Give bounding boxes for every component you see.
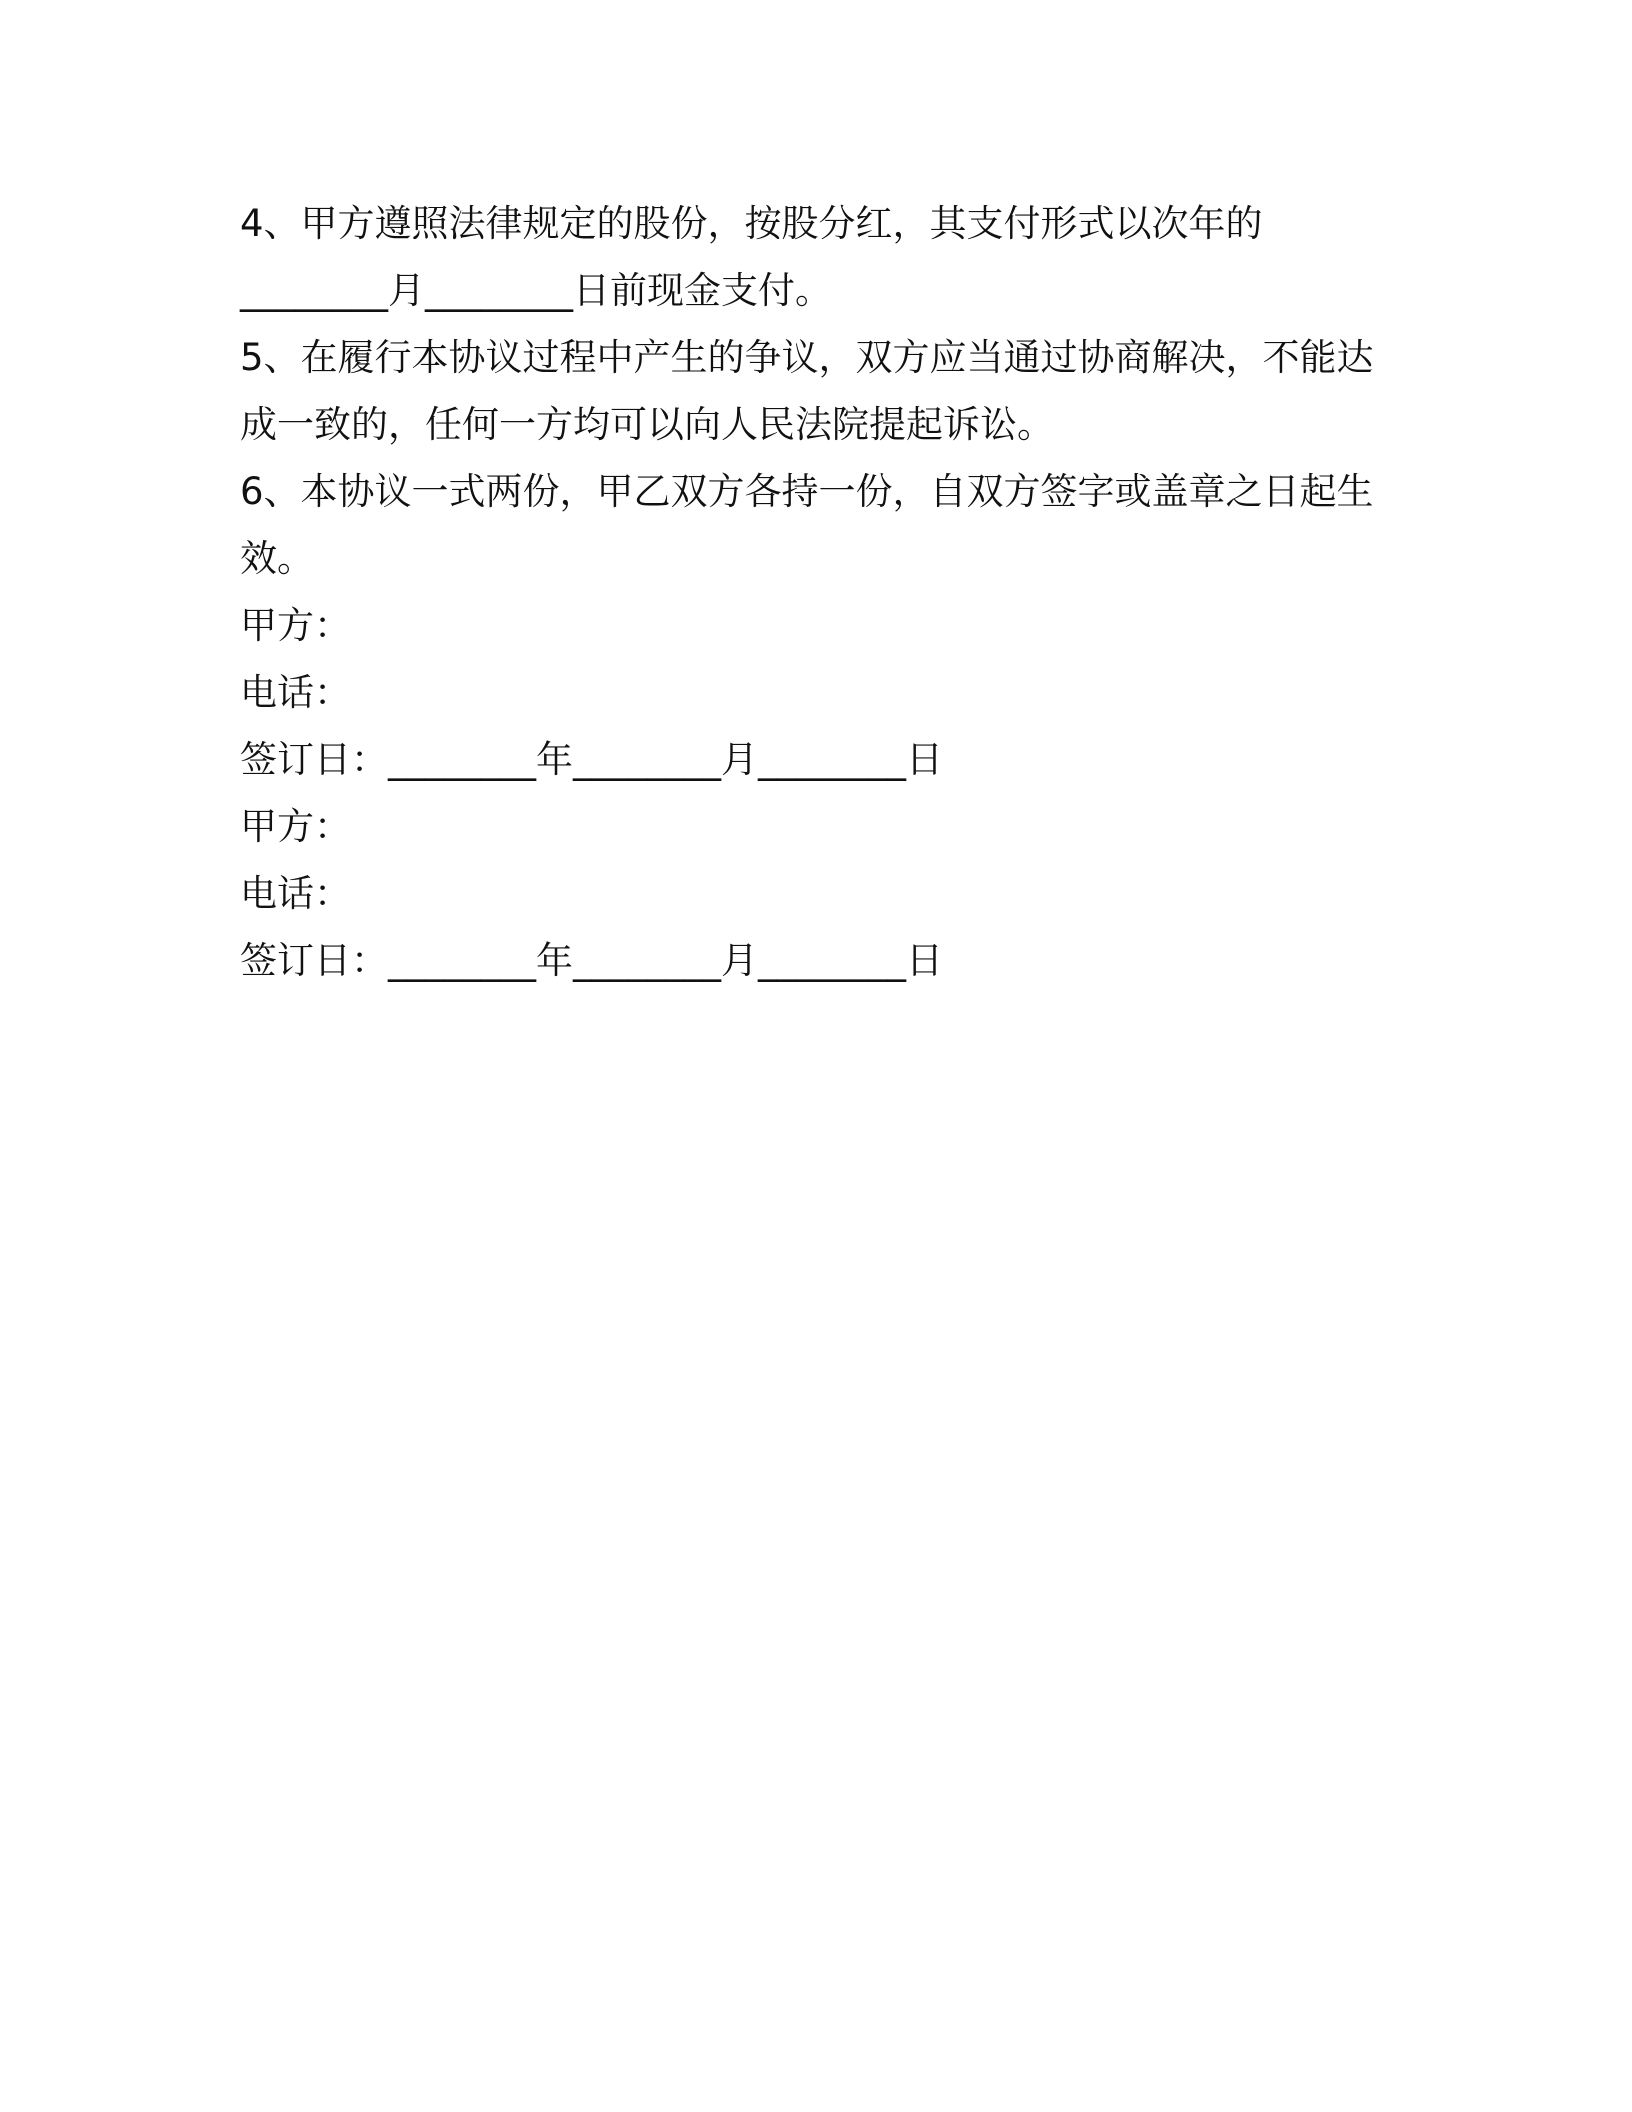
clause-5-line-2: 成一致的，任何一方均可以向人民法院提起诉讼。 [240,403,1054,446]
signing-date-line-second: 签订日：________年________月________日 [240,939,943,982]
clause-4-line-1: 4、甲方遵照法律规定的股份，按股分红，其支付形式以次年的 [240,202,1263,245]
clause-6-line-2: 效。 [240,537,314,580]
party-a-label-second: 甲方： [240,805,351,848]
party-a-label: 甲方： [240,604,351,647]
phone-label-second: 电话： [240,872,351,915]
clause-4-line-2: ________月________日前现金支付。 [240,269,832,312]
phone-label: 电话： [240,671,351,714]
clause-6-line-1: 6、本协议一式两份，甲乙双方各持一份，自双方签字或盖章之日起生 [240,470,1374,513]
signing-date-line: 签订日：________年________月________日 [240,738,943,781]
clause-5-line-1: 5、在履行本协议过程中产生的争议，双方应当通过协商解决，不能达 [240,336,1374,379]
document-body [240,190,1380,994]
